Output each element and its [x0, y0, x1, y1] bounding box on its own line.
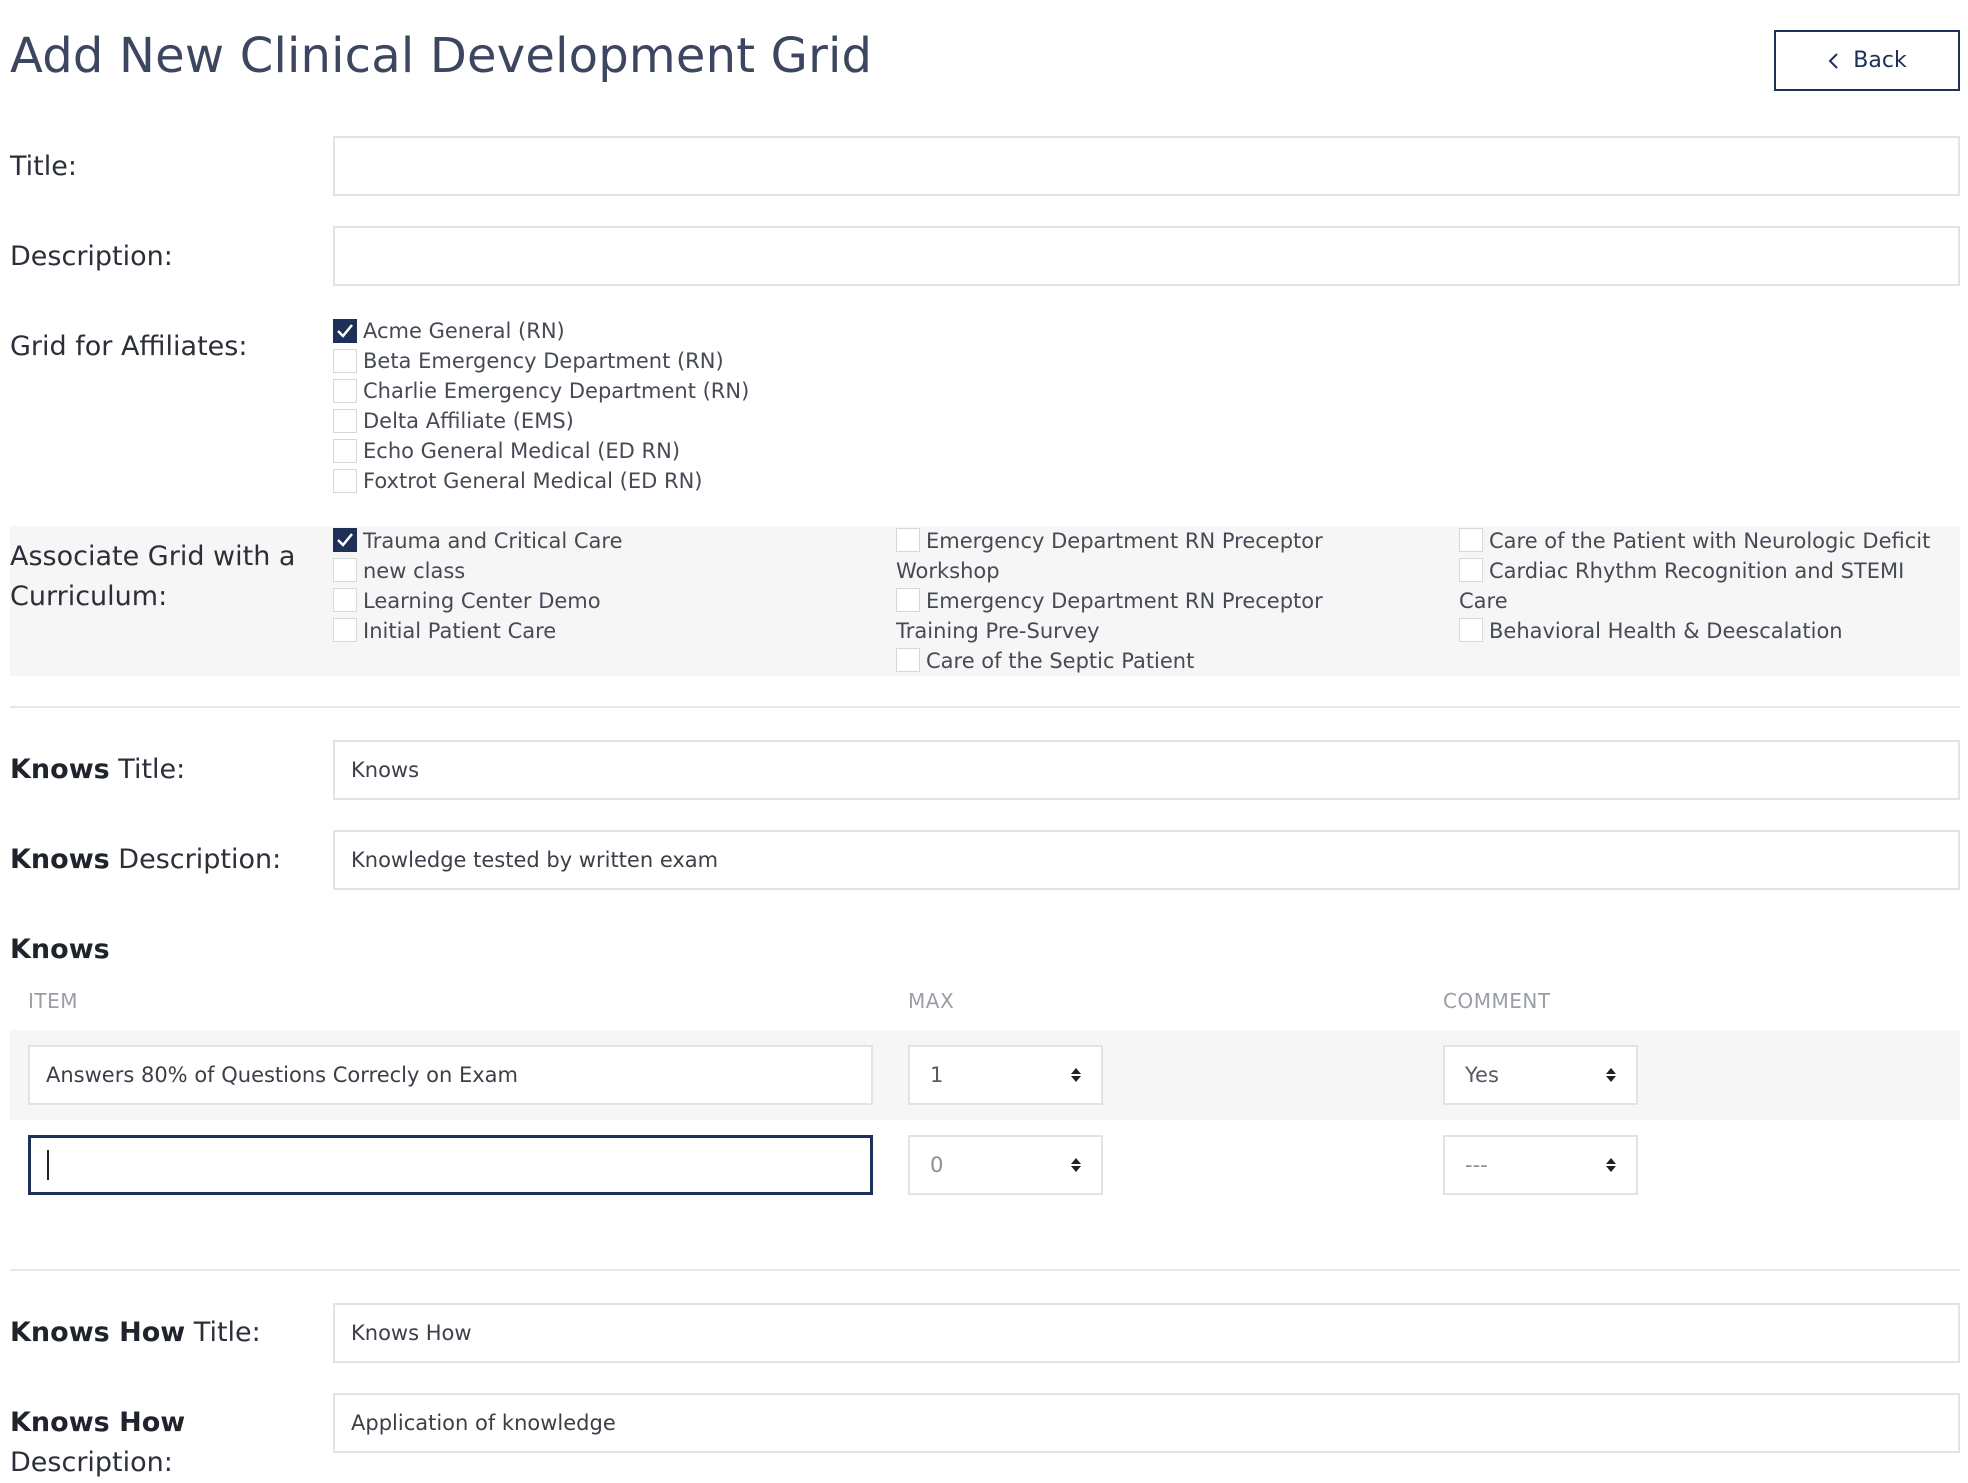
knows-desc-label-rest: Description: [109, 844, 282, 875]
back-button-label: Back [1853, 48, 1907, 73]
knows-max-select[interactable] [908, 1045, 1103, 1105]
affiliate-option[interactable] [333, 406, 749, 436]
select-arrows-icon [1606, 1068, 1616, 1082]
title-label: Title: [10, 151, 77, 182]
knows-title-label-rest: Title: [109, 754, 186, 785]
knows-how-title-label-rest: Title: [185, 1317, 261, 1348]
page-title: Add New Clinical Development Grid [10, 28, 873, 84]
column-header-comment: COMMENT [1443, 989, 1551, 1013]
knows-title-input[interactable]: Knows [333, 740, 1960, 800]
knows-how-title-label [10, 1313, 261, 1353]
back-button[interactable] [1774, 30, 1960, 91]
checkbox-checked[interactable] [333, 319, 357, 343]
affiliate-option[interactable] [333, 376, 749, 406]
knows-new-max-select[interactable] [908, 1135, 1103, 1195]
curriculum-option[interactable] [896, 646, 1336, 676]
curriculum-option-label: Behavioral Health & Deescalation [1489, 619, 1843, 643]
checkbox[interactable] [333, 558, 357, 582]
affiliate-label: Charlie Emergency Department (RN) [363, 379, 750, 403]
description-input[interactable] [333, 226, 1960, 286]
checkbox[interactable] [333, 379, 357, 403]
curriculum-option-label: Trauma and Critical Care [363, 529, 623, 553]
affiliate-label: Foxtrot General Medical (ED RN) [363, 469, 703, 493]
checkbox[interactable] [333, 349, 357, 373]
curriculum-column-1 [333, 526, 773, 646]
chevron-left-icon [1827, 52, 1839, 70]
check-icon [336, 323, 354, 339]
affiliate-option[interactable] [333, 316, 749, 346]
curriculum-option-label: Care of the Patient with Neurologic Deficit [1489, 529, 1931, 553]
checkbox[interactable] [896, 528, 920, 552]
knows-new-item-input[interactable] [28, 1135, 873, 1195]
curriculum-option[interactable] [333, 556, 773, 586]
section-divider [10, 706, 1960, 708]
checkbox-checked[interactable] [333, 528, 357, 552]
curriculum-option[interactable] [1459, 526, 1959, 556]
select-arrows-icon [1071, 1068, 1081, 1082]
curriculum-column-2 [896, 526, 1336, 676]
knows-title-label-bold: Knows [10, 754, 110, 785]
knows-how-title-input[interactable]: Knows How [333, 1303, 1960, 1363]
curriculum-option-label: Emergency Department RN Preceptor Training Pre-Survey [896, 589, 1323, 643]
title-input[interactable] [333, 136, 1960, 196]
curriculum-option[interactable] [896, 526, 1336, 586]
max-select-value: 1 [930, 1063, 944, 1087]
knows-section-heading: Knows [10, 934, 110, 965]
knows-item-input[interactable]: Answers 80% of Questions Correcly on Exam [28, 1045, 873, 1105]
curriculum-option[interactable] [333, 526, 773, 556]
curriculum-option-label: Cardiac Rhythm Recognition and STEMI Care [1459, 559, 1905, 613]
curriculum-option-label: Initial Patient Care [363, 619, 557, 643]
curriculum-option-label: new class [363, 559, 466, 583]
curriculum-option[interactable] [1459, 556, 1959, 616]
affiliate-label: Echo General Medical (ED RN) [363, 439, 681, 463]
curriculum-option[interactable] [1459, 616, 1959, 646]
comment-select-value: Yes [1465, 1063, 1499, 1087]
checkbox[interactable] [333, 409, 357, 433]
affiliate-option[interactable] [333, 346, 749, 376]
checkbox[interactable] [333, 469, 357, 493]
checkbox[interactable] [1459, 618, 1483, 642]
checkbox[interactable] [1459, 528, 1483, 552]
knows-how-title-label-bold: Knows How [10, 1317, 186, 1348]
knows-how-desc-label-rest: Description: [10, 1447, 173, 1478]
knows-description-input[interactable]: Knowledge tested by written exam [333, 830, 1960, 890]
column-header-max: MAX [908, 989, 955, 1013]
curriculum-column-3 [1459, 526, 1959, 646]
text-cursor [47, 1150, 49, 1180]
knows-comment-select[interactable] [1443, 1045, 1638, 1105]
knows-desc-label-bold: Knows [10, 844, 110, 875]
checkbox[interactable] [1459, 558, 1483, 582]
affiliates-label: Grid for Affiliates: [10, 331, 248, 362]
affiliate-label: Beta Emergency Department (RN) [363, 349, 724, 373]
select-arrows-icon [1071, 1158, 1081, 1172]
checkbox[interactable] [333, 588, 357, 612]
knows-how-description-label [10, 1403, 310, 1483]
checkbox[interactable] [896, 588, 920, 612]
knows-how-desc-label-bold: Knows How [10, 1407, 186, 1438]
affiliate-label: Acme General (RN) [363, 319, 565, 343]
column-header-item: ITEM [28, 989, 79, 1013]
curriculum-option[interactable] [333, 616, 773, 646]
affiliate-option[interactable] [333, 436, 749, 466]
checkbox[interactable] [333, 618, 357, 642]
curriculum-option-label: Care of the Septic Patient [926, 649, 1195, 673]
affiliate-label: Delta Affiliate (EMS) [363, 409, 574, 433]
section-divider [10, 1269, 1960, 1271]
description-label: Description: [10, 241, 173, 272]
knows-how-description-input[interactable]: Application of knowledge [333, 1393, 1960, 1453]
select-arrows-icon [1606, 1158, 1616, 1172]
affiliates-list [333, 316, 749, 496]
knows-title-label [10, 750, 185, 790]
check-icon [336, 532, 354, 548]
curriculum-label: Associate Grid with a Curriculum: [10, 541, 296, 612]
knows-new-comment-select[interactable] [1443, 1135, 1638, 1195]
comment-select-value: --- [1465, 1153, 1488, 1177]
max-select-value: 0 [930, 1153, 944, 1177]
curriculum-option-label: Learning Center Demo [363, 589, 601, 613]
curriculum-option[interactable] [333, 586, 773, 616]
affiliate-option[interactable] [333, 466, 749, 496]
checkbox[interactable] [333, 439, 357, 463]
curriculum-option-label: Emergency Department RN Preceptor Workshop [896, 529, 1323, 583]
curriculum-option[interactable] [896, 586, 1336, 646]
knows-description-label [10, 840, 281, 880]
checkbox[interactable] [896, 648, 920, 672]
